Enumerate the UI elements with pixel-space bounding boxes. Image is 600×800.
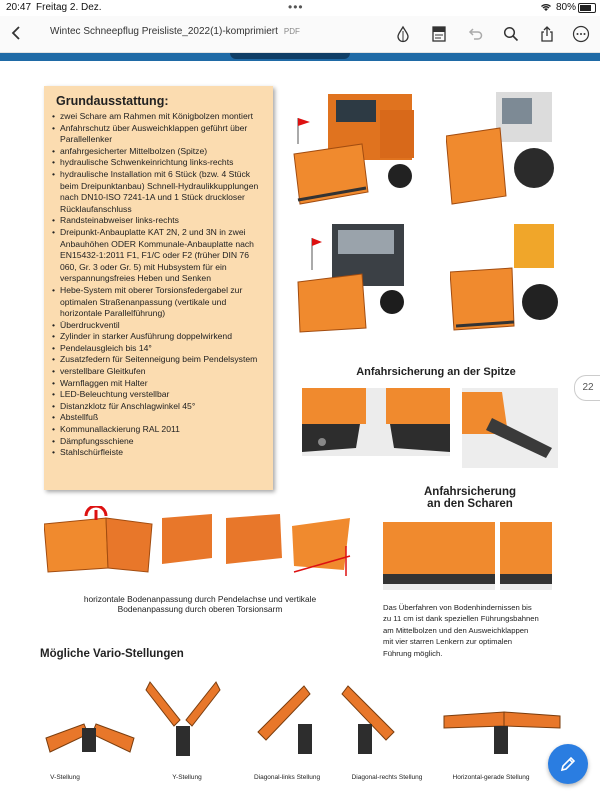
status-bar: [0, 0, 600, 16]
file-type-label: PDF: [283, 27, 300, 36]
list-item: • verstellbare Gleitkufen: [52, 366, 268, 378]
list-item: • Distanzklotz für Anschlagwinkel 45°: [52, 401, 268, 413]
list-item: • Überdruckventil: [52, 320, 268, 332]
horizontal-gerade-label: Horizontal-gerade Stellung: [452, 774, 530, 781]
list-item: • Warnflaggen mit Halter: [52, 378, 268, 390]
list-item: • hydraulische Installation mit 6 Stück (bzw. 4 Stück beim Dreipunktanbau) Schnell-Hydraulikkupplungen nach DN10-ISO 7241-1A und 1 Stück druckloser Rücklaufanschluss: [52, 169, 268, 215]
anfahrsicherung-spitze-heading: Anfahrsicherung an der Spitze: [356, 366, 516, 378]
y-stellung-label: Y-Stellung: [172, 774, 202, 781]
wheel-loader-plow-photo: [450, 218, 558, 336]
vario-stellungen-illustration: [44, 676, 564, 768]
list-item: • Stahlschürfleiste: [52, 447, 268, 459]
v-stellung-label: V-Stellung: [50, 774, 80, 781]
list-item: • zwei Schare am Rahmen mit Königbolzen montiert: [52, 111, 268, 123]
document-title: Wintec Schneepflug Preisliste_2022(1)-komprimiert PDF: [50, 26, 300, 37]
grundausstattung-title: Grundausstattung:: [56, 94, 169, 108]
grundausstattung-list: [52, 111, 268, 459]
diagonal-rechts-label: Diagonal-rechts Stellung: [351, 774, 423, 781]
battery-icon: [578, 3, 596, 13]
list-item: • Pendelausgleich bis 14°: [52, 343, 268, 355]
anfahrsicherung-scharen-heading: Anfahrsicherung an den Scharen: [423, 486, 516, 510]
ueberfahren-description: Das Überfahren von Bodenhindernissen bis zu 11 cm ist dank speziellen Führungsbahnen am Mittelbolzen und den Ausweichklappen mit vier starren Lenkern zur optimalen Führung möglich.: [383, 603, 539, 658]
annotate-button[interactable]: [548, 744, 588, 784]
page-header-tab: [230, 53, 350, 59]
loader-plow-photo: [446, 88, 558, 208]
list-item: • Kommunallackierung RAL 2011: [52, 424, 268, 436]
list-item: • Abstellfuß: [52, 412, 268, 424]
undo-icon[interactable]: [466, 25, 484, 43]
multitask-dots[interactable]: •••: [288, 0, 304, 14]
bodenanpassung-illustration: [44, 506, 356, 586]
list-item: • Dämpfungsschiene: [52, 436, 268, 448]
water-drop-icon[interactable]: [394, 25, 412, 43]
reader-mode-icon[interactable]: [430, 25, 448, 43]
vario-stellungen-heading: Mögliche Vario-Stellungen: [40, 648, 184, 660]
list-item: • Anfahrschutz über Ausweichklappen geführt über Parallellenker: [52, 123, 268, 146]
truck-plow-photo: [290, 88, 438, 208]
grundausstattung-panel: [44, 86, 273, 490]
share-icon[interactable]: [538, 25, 556, 43]
page-header-band: [0, 53, 600, 61]
list-item: • Zylinder in starker Ausführung doppelwirkend: [52, 331, 268, 343]
unimog-plow-photo: [294, 218, 432, 336]
list-item: • Dreipunkt-Anbauplatte KAT 2N, 2 und 3N in zwei Anbauhöhen ODER Kommunale-Anbauplatte nach EN15432-1:2011 F1, F1/C oder F2 (früher DIN 76 060, Gr. 3 oder Gr. 5) mit Hubsystem für ein verspannungsfreies Heben und Senken: [52, 227, 268, 285]
list-item: • anfahrgesicherter Mittelbolzen (Spitze): [52, 146, 268, 158]
back-arrow-icon[interactable]: [8, 24, 26, 42]
clock: 20:47: [6, 2, 32, 13]
list-item: • hydraulische Schwenkeinrichtung links-rechts: [52, 157, 268, 169]
schar-photo-left: [383, 522, 495, 590]
spitze-detail-photo: [302, 388, 450, 456]
more-icon[interactable]: [572, 25, 590, 43]
battery-percent: 80%: [556, 2, 577, 13]
list-item: • LED-Beleuchtung verstellbar: [52, 389, 268, 401]
bodenanpassung-caption: horizontale Bodenanpassung durch Pendelachse und vertikale Bodenanpassung durch oberen Torsionsarm: [83, 594, 317, 614]
schar-photo-right: [500, 522, 552, 590]
page-number-indicator[interactable]: 22: [574, 375, 600, 401]
pencil-icon: [559, 755, 577, 778]
wifi-icon: [540, 2, 552, 15]
list-item: • Randsteinabweiser links-rechts: [52, 215, 268, 227]
date: Freitag 2. Dez.: [36, 2, 102, 13]
list-item: • Hebe-System mit oberer Torsionsfedergabel zur optimalen Straßenanpassung (vertikale und horizontale Parallelführung): [52, 285, 268, 320]
search-icon[interactable]: [502, 25, 520, 43]
pdf-toolbar: [0, 16, 600, 53]
diagonal-links-label: Diagonal-links Stellung: [253, 774, 321, 781]
spitze-joint-photo: [462, 388, 558, 468]
list-item: • Zusatzfedern für Seitenneigung beim Pendelsystem: [52, 354, 268, 366]
